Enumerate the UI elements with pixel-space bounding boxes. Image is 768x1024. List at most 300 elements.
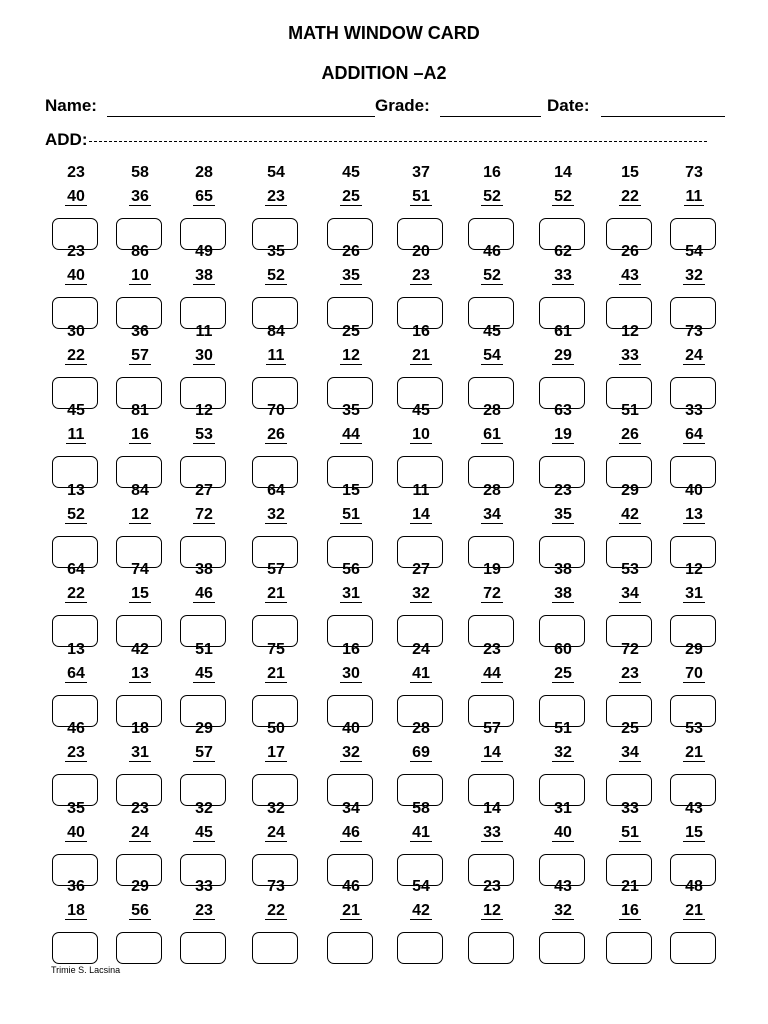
addend-bottom-value: 32: [685, 267, 703, 284]
addend-top: 25: [621, 720, 639, 737]
addend-top: 32: [267, 800, 285, 817]
addend-bottom: [667, 267, 721, 285]
answer-box[interactable]: [327, 932, 373, 964]
addition-problem: [324, 561, 378, 641]
addend-top: 73: [685, 164, 703, 181]
addend-bottom-value: 70: [685, 665, 703, 682]
addition-problem: [324, 641, 378, 721]
addend-bottom: [177, 585, 231, 603]
addend-top: 21: [621, 878, 639, 895]
addend-top: 73: [685, 323, 703, 340]
addend-top: 40: [342, 720, 360, 737]
addend-top: 35: [342, 402, 360, 419]
addition-problem: [536, 243, 590, 323]
addend-bottom-value: 41: [412, 824, 430, 841]
addend-bottom-value: 51: [621, 824, 639, 841]
addend-bottom-value: 57: [131, 347, 149, 364]
addend-top: 33: [685, 402, 703, 419]
addition-problem: [177, 641, 231, 721]
addend-top: 32: [195, 800, 213, 817]
addition-problem: [177, 323, 231, 403]
addend-top: 31: [554, 800, 572, 817]
addition-problem: [603, 243, 657, 323]
addend-bottom: [603, 744, 657, 762]
addend-top: 72: [621, 641, 639, 658]
addend-bottom: [49, 585, 103, 603]
addend-bottom: [249, 824, 303, 842]
addition-problem: [49, 720, 103, 800]
addend-bottom-value: 52: [554, 188, 572, 205]
addend-top: 86: [131, 243, 149, 260]
addition-problem: [465, 720, 519, 800]
addend-top: 64: [267, 482, 285, 499]
answer-box[interactable]: [180, 932, 226, 964]
addition-problem: [177, 482, 231, 562]
addend-bottom: [113, 824, 167, 842]
addend-bottom: [49, 744, 103, 762]
addition-problem: [249, 323, 303, 403]
addend-bottom-value: 17: [267, 744, 285, 761]
addition-problem: [394, 243, 448, 323]
addend-bottom: [177, 902, 231, 920]
addition-problem: [667, 402, 721, 482]
addend-top: 51: [554, 720, 572, 737]
answer-box[interactable]: [52, 932, 98, 964]
addition-problem: [177, 800, 231, 880]
addend-top: 42: [131, 641, 149, 658]
addend-bottom: [536, 347, 590, 365]
grade-label: Grade:: [375, 96, 430, 115]
addition-problem: [324, 402, 378, 482]
addend-bottom: [49, 902, 103, 920]
addend-bottom-value: 32: [267, 506, 285, 523]
addition-problem: [49, 800, 103, 880]
addend-top: 45: [342, 164, 360, 181]
answer-box[interactable]: [116, 932, 162, 964]
addend-bottom: [324, 824, 378, 842]
addend-bottom-value: 46: [195, 585, 213, 602]
addend-top: 36: [131, 323, 149, 340]
addend-top: 58: [131, 164, 149, 181]
addend-bottom-value: 23: [412, 267, 430, 284]
addend-top: 60: [554, 641, 572, 658]
addend-bottom: [324, 585, 378, 603]
addend-top: 28: [195, 164, 213, 181]
addend-bottom: [667, 426, 721, 444]
addend-bottom-value: 43: [621, 267, 639, 284]
addend-bottom: [667, 188, 721, 206]
addition-problem: [113, 323, 167, 403]
addend-top: 43: [685, 800, 703, 817]
addend-bottom-value: 31: [342, 585, 360, 602]
addend-bottom: [324, 347, 378, 365]
addend-top: 37: [412, 164, 430, 181]
addend-top: 12: [621, 323, 639, 340]
addition-problem: [603, 561, 657, 641]
addend-top: 27: [412, 561, 430, 578]
addend-top: 48: [685, 878, 703, 895]
addition-problem: [177, 720, 231, 800]
answer-box[interactable]: [468, 932, 514, 964]
addition-problem: [394, 800, 448, 880]
addend-top: 23: [67, 164, 85, 181]
addend-bottom-value: 12: [342, 347, 360, 364]
addition-problem: [113, 720, 167, 800]
addition-problem: [249, 561, 303, 641]
addition-problem: [465, 561, 519, 641]
addend-top: 33: [621, 800, 639, 817]
addend-bottom: [465, 665, 519, 683]
addend-bottom-value: 11: [267, 347, 285, 364]
addition-problem: [603, 720, 657, 800]
addend-bottom-value: 51: [412, 188, 430, 205]
addend-bottom: [465, 902, 519, 920]
addition-problem: [667, 561, 721, 641]
addend-bottom-value: 31: [685, 585, 703, 602]
name-label: Name:: [45, 96, 97, 115]
addend-bottom: [536, 902, 590, 920]
addend-top: 81: [131, 402, 149, 419]
addend-bottom-value: 54: [483, 347, 501, 364]
addition-problem: [667, 720, 721, 800]
addend-bottom-value: 52: [483, 267, 501, 284]
addend-bottom: [177, 506, 231, 524]
addition-problem: [667, 641, 721, 721]
addend-bottom-value: 42: [412, 902, 430, 919]
addend-bottom-value: 13: [685, 506, 703, 523]
addition-problem: [177, 878, 231, 958]
addend-bottom: [536, 665, 590, 683]
addend-bottom-value: 11: [67, 426, 85, 443]
addend-top: 61: [554, 323, 572, 340]
addend-bottom: [667, 902, 721, 920]
addend-bottom: [249, 267, 303, 285]
addition-problem: [536, 561, 590, 641]
addend-bottom-value: 41: [412, 665, 430, 682]
addend-bottom-value: 23: [621, 665, 639, 682]
addend-bottom: [49, 347, 103, 365]
addend-bottom-value: 10: [131, 267, 149, 284]
addend-bottom-value: 35: [554, 506, 572, 523]
addend-bottom: [603, 267, 657, 285]
addition-problem: [177, 164, 231, 244]
addition-problem: [249, 800, 303, 880]
addend-bottom-value: 21: [342, 902, 360, 919]
addend-bottom-value: 52: [267, 267, 285, 284]
addend-top: 28: [412, 720, 430, 737]
addition-problem: [603, 482, 657, 562]
addition-problem: [667, 243, 721, 323]
addend-top: 29: [685, 641, 703, 658]
addition-problem: [603, 641, 657, 721]
addition-problem: [536, 800, 590, 880]
addition-problem: [249, 878, 303, 958]
addition-problem: [465, 323, 519, 403]
addend-bottom: [177, 824, 231, 842]
addend-bottom: [249, 347, 303, 365]
addend-bottom: [394, 188, 448, 206]
addend-bottom: [394, 267, 448, 285]
addition-problem: [249, 641, 303, 721]
addition-problem: [249, 402, 303, 482]
addend-bottom-value: 32: [554, 902, 572, 919]
addend-bottom-value: 33: [554, 267, 572, 284]
addend-bottom: [113, 665, 167, 683]
addend-top: 54: [685, 243, 703, 260]
addend-top: 45: [483, 323, 501, 340]
addend-top: 29: [195, 720, 213, 737]
addition-problem: [603, 878, 657, 958]
addend-bottom: [49, 824, 103, 842]
addend-top: 13: [67, 482, 85, 499]
addend-top: 73: [267, 878, 285, 895]
addend-bottom-value: 12: [483, 902, 501, 919]
addition-problem: [113, 164, 167, 244]
addition-problem: [603, 402, 657, 482]
addend-bottom: [536, 188, 590, 206]
addend-top: 35: [67, 800, 85, 817]
addend-bottom-value: 34: [621, 585, 639, 602]
addend-bottom-value: 32: [554, 744, 572, 761]
addend-bottom-value: 38: [195, 267, 213, 284]
addend-bottom-value: 52: [483, 188, 501, 205]
addend-top: 25: [342, 323, 360, 340]
addend-bottom: [49, 267, 103, 285]
addend-bottom: [324, 665, 378, 683]
addend-bottom-value: 44: [483, 665, 501, 682]
addition-problem: [667, 164, 721, 244]
addend-top: 11: [412, 482, 430, 499]
addend-bottom: [49, 665, 103, 683]
addend-top: 84: [267, 323, 285, 340]
addend-bottom: [465, 188, 519, 206]
addition-problem: [667, 323, 721, 403]
addition-problem: [113, 402, 167, 482]
addition-problem: [465, 482, 519, 562]
addend-bottom-value: 26: [267, 426, 285, 443]
addend-bottom: [324, 744, 378, 762]
addend-bottom-value: 18: [67, 902, 85, 919]
addition-problem: [536, 323, 590, 403]
answer-box[interactable]: [606, 932, 652, 964]
addend-top: 35: [267, 243, 285, 260]
addition-problem: [394, 641, 448, 721]
addend-bottom: [249, 585, 303, 603]
addition-problem: [113, 482, 167, 562]
addend-bottom: [394, 665, 448, 683]
addend-bottom-value: 15: [685, 824, 703, 841]
addition-problem: [113, 878, 167, 958]
addend-bottom: [465, 506, 519, 524]
addend-bottom: [177, 188, 231, 206]
addend-bottom-value: 25: [554, 665, 572, 682]
worksheet-subtitle: ADDITION –A2: [321, 63, 447, 83]
addition-problem: [603, 323, 657, 403]
addend-bottom-value: 32: [342, 744, 360, 761]
addition-problem: [324, 878, 378, 958]
addend-bottom: [536, 824, 590, 842]
addend-top: 23: [67, 243, 85, 260]
answer-box[interactable]: [252, 932, 298, 964]
addition-problem: [249, 243, 303, 323]
addend-bottom: [603, 824, 657, 842]
addend-bottom: [249, 506, 303, 524]
addition-problem: [249, 164, 303, 244]
addend-top: 28: [483, 402, 501, 419]
addition-problem: [49, 402, 103, 482]
answer-box[interactable]: [397, 932, 443, 964]
addition-problem: [465, 878, 519, 958]
addend-bottom: [113, 188, 167, 206]
addend-bottom: [465, 426, 519, 444]
addend-bottom-value: 69: [412, 744, 430, 761]
addend-bottom: [394, 824, 448, 842]
addend-bottom: [177, 347, 231, 365]
addend-top: 20: [412, 243, 430, 260]
addend-bottom: [49, 188, 103, 206]
answer-box[interactable]: [539, 932, 585, 964]
addition-problem: [113, 641, 167, 721]
addend-top: 29: [621, 482, 639, 499]
addend-top: 15: [342, 482, 360, 499]
addition-problem: [49, 323, 103, 403]
addend-bottom: [465, 824, 519, 842]
addition-problem: [667, 800, 721, 880]
addend-bottom-value: 21: [412, 347, 430, 364]
addend-top: 29: [131, 878, 149, 895]
addend-top: 16: [342, 641, 360, 658]
addition-problem: [465, 641, 519, 721]
addend-top: 11: [195, 323, 213, 340]
addition-problem: [324, 800, 378, 880]
addend-bottom-value: 34: [483, 506, 501, 523]
addend-bottom: [324, 267, 378, 285]
addend-bottom: [667, 824, 721, 842]
addition-problem: [394, 402, 448, 482]
addend-top: 54: [412, 878, 430, 895]
addend-top: 18: [131, 720, 149, 737]
addend-top: 23: [131, 800, 149, 817]
addition-problem: [465, 402, 519, 482]
addend-top: 50: [267, 720, 285, 737]
addend-bottom: [324, 506, 378, 524]
addition-problem: [394, 323, 448, 403]
addend-bottom-value: 35: [342, 267, 360, 284]
addition-problem: [536, 402, 590, 482]
addend-top: 46: [483, 243, 501, 260]
addition-problem: [324, 482, 378, 562]
addition-problem: [249, 720, 303, 800]
addition-problem: [49, 482, 103, 562]
addend-bottom: [113, 585, 167, 603]
addend-bottom-value: 19: [554, 426, 572, 443]
addition-problem: [177, 561, 231, 641]
addition-problem: [113, 243, 167, 323]
addition-problem: [667, 878, 721, 958]
addend-bottom-value: 32: [412, 585, 430, 602]
addend-top: 57: [267, 561, 285, 578]
addend-bottom: [113, 426, 167, 444]
addition-problem: [394, 720, 448, 800]
addend-bottom-value: 61: [483, 426, 501, 443]
addend-top: 34: [342, 800, 360, 817]
addend-bottom-value: 45: [195, 824, 213, 841]
addition-problem: [465, 164, 519, 244]
addition-problem: [49, 878, 103, 958]
addend-bottom: [249, 188, 303, 206]
addend-bottom: [603, 665, 657, 683]
addend-bottom: [536, 426, 590, 444]
addend-bottom: [603, 188, 657, 206]
addend-bottom-value: 24: [685, 347, 703, 364]
addend-top: 84: [131, 482, 149, 499]
addend-bottom-value: 23: [267, 188, 285, 205]
addend-bottom: [536, 744, 590, 762]
addition-problem: [536, 720, 590, 800]
addend-bottom-value: 16: [131, 426, 149, 443]
addend-top: 15: [621, 164, 639, 181]
addend-bottom-value: 29: [554, 347, 572, 364]
addend-top: 53: [621, 561, 639, 578]
addition-problem: [536, 641, 590, 721]
addend-bottom-value: 64: [67, 665, 85, 682]
addition-problem: [536, 164, 590, 244]
addend-bottom-value: 26: [621, 426, 639, 443]
addend-top: 23: [483, 878, 501, 895]
addend-bottom-value: 34: [621, 744, 639, 761]
addend-bottom: [113, 506, 167, 524]
addend-bottom-value: 21: [685, 744, 703, 761]
addend-top: 51: [621, 402, 639, 419]
addend-bottom: [249, 744, 303, 762]
addend-bottom-value: 12: [131, 506, 149, 523]
addend-top: 16: [483, 164, 501, 181]
addend-bottom: [603, 347, 657, 365]
addition-problem: [113, 561, 167, 641]
addend-top: 27: [195, 482, 213, 499]
addend-bottom-value: 22: [621, 188, 639, 205]
addition-problem: [324, 720, 378, 800]
addend-bottom: [177, 267, 231, 285]
addend-bottom-value: 24: [131, 824, 149, 841]
addend-top: 46: [342, 878, 360, 895]
addend-bottom: [465, 267, 519, 285]
addition-problem: [113, 800, 167, 880]
addend-bottom-value: 52: [67, 506, 85, 523]
addend-bottom: [394, 744, 448, 762]
addend-top: 38: [554, 561, 572, 578]
addend-bottom-value: 21: [267, 665, 285, 682]
addend-bottom-value: 64: [685, 426, 703, 443]
answer-box[interactable]: [670, 932, 716, 964]
addition-problem: [394, 482, 448, 562]
addition-problem: [49, 561, 103, 641]
addend-bottom: [394, 347, 448, 365]
addition-problem: [49, 641, 103, 721]
addend-top: 51: [195, 641, 213, 658]
addend-top: 28: [483, 482, 501, 499]
addend-bottom-value: 65: [195, 188, 213, 205]
addend-bottom: [536, 585, 590, 603]
addend-bottom-value: 51: [342, 506, 360, 523]
addition-problem: [394, 561, 448, 641]
addend-top: 75: [267, 641, 285, 658]
addend-bottom-value: 23: [67, 744, 85, 761]
addend-bottom: [49, 426, 103, 444]
addition-problem: [465, 243, 519, 323]
worksheet-title: MATH WINDOW CARD: [288, 23, 480, 43]
addend-top: 26: [621, 243, 639, 260]
